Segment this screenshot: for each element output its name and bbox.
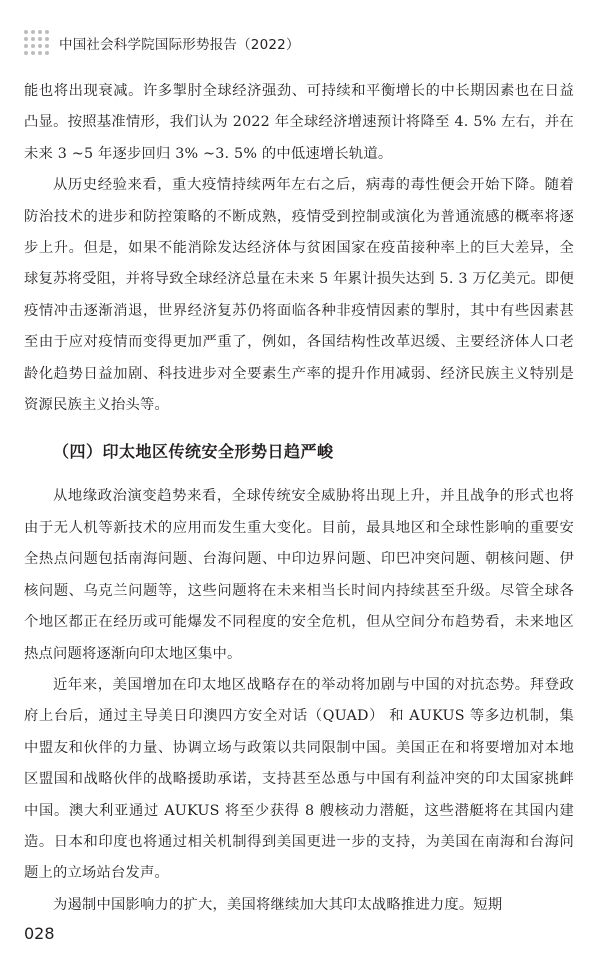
paragraph: 从历史经验来看，重大疫情持续两年左右之后，病毒的毒性便会开始下降。随着防治技术的进步和防控策略的不断成熟，疫情受到控制或演化为普通流感的概率将逐步上升。但是，如果不能消除发达经济体与贫困国家在疫苗接种率上的巨大差异，全球复苏将受阻，并将导致全球经济总量在未来 5 年累计损失达到 5. 3 万亿美元。即便疫情冲击逐渐消退，世界经济复苏仍将面临各种非疫情因素的掣肘，其中有些因素甚至由于应对疫情而变得更加严重了，例如，各国结构性改革迟缓、主要经济体人口老龄化趋势日益加剧、科技进步对全要素生产率的提升作用减弱、经济民族主义特别是资源民族主义抬头等。: [24, 177, 574, 414]
page-number: 028: [24, 924, 55, 943]
body-text: [24, 76, 574, 921]
paragraph: 从地缘政治演变趋势来看，全球传统安全威胁将出现上升，并且战争的形式也将由于无人机等新技术的应用而发生重大变化。目前，最具地区和全球性影响的重要安全热点问题包括南海问题、台海问题、中印边界问题、印巴冲突问题、朝核问题、伊核问题、乌克兰问题等，这些问题将在未来相当长时间内持续甚至升级。尽管全球各个地区都正在经历或可能爆发不同程度的安全危机，但从空间分布趋势看，未来地区热点问题将逐渐向印太地区集中。: [24, 488, 574, 662]
section-heading: （四）印太地区传统安全形势日趋严峻: [53, 442, 334, 462]
paragraph-continued: 能也将出现衰减。许多掣肘全球经济强劲、可持续和平衡增长的中长期因素也在日益凸显。按照基准情形，我们认为 2022 年全球经济增速预计将降至 4. 5% 左右，并在未来 3 ~5 年逐步回归 3% ~3. 5% 的中低速增长轨道。: [24, 83, 574, 162]
paragraph: 为遏制中国影响力的扩大，美国将继续加大其印太战略推进力度。短期: [53, 896, 503, 913]
paragraph: 近年来，美国增加在印太地区战略存在的举动将加剧与中国的对抗态势。拜登政府上台后，通过主导美日印澳四方安全对话（QUAD） 和 AUKUS 等多边机制，集中盟友和伙伴的力量、协调立场与政策以共同限制中国。美国正在和将要增加对本地区盟国和战略伙伴的战略援助承诺，支持甚至怂恿与中国有利益冲突的印太国家挑衅中国。澳大利亚通过 AUKUS 将至少获得 8 艘核动力潜艇，这些潜艇将在其国内建造。日本和印度也将通过相关机制得到美国更进一步的支持，为美国在南海和台海问题上的立场站台发声。: [24, 676, 574, 882]
decorative-dot-grid-icon: [24, 30, 49, 55]
running-header: [24, 30, 300, 55]
running-header-title: 中国社会科学院国际形势报告（2022）: [59, 36, 300, 53]
